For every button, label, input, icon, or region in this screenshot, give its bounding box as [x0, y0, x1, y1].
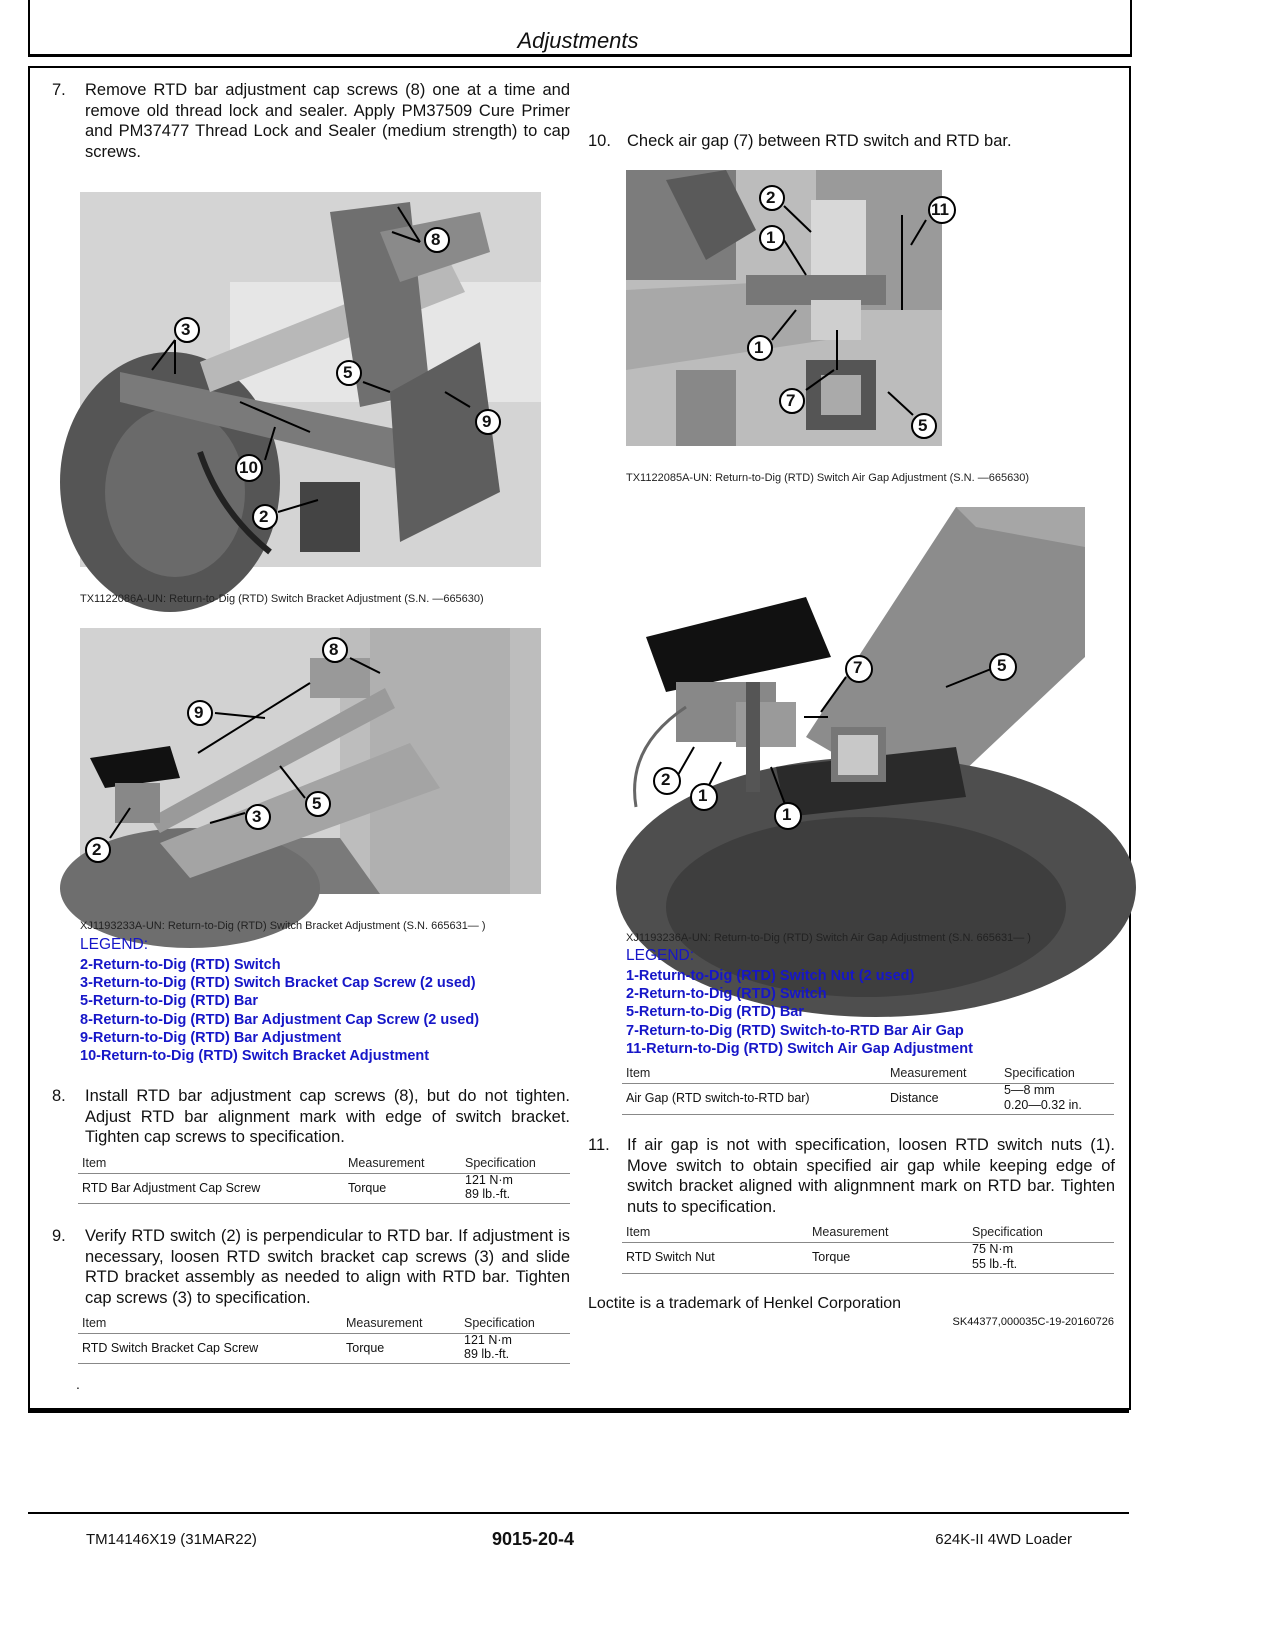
- divider: [28, 1410, 1129, 1413]
- spec-table-cap-screw: Item Measurement Specification RTD Bar Adjustment Cap Screw Torque 121 N·m 89 lb.-ft.: [78, 1156, 570, 1206]
- step-9: [52, 1226, 570, 1310]
- divider: [28, 1512, 1129, 1514]
- callout-label: 11: [931, 200, 949, 219]
- step-7: [52, 80, 570, 164]
- figure-air-gap-old: [626, 170, 949, 446]
- legend-heading: LEGEND:: [80, 936, 149, 953]
- page-title: Adjustments: [517, 28, 639, 53]
- figure-rtd-bracket-old: [80, 192, 541, 567]
- callout-label: 5: [997, 656, 1007, 675]
- callout-label: 7: [853, 658, 863, 677]
- callout-label: 1: [766, 228, 776, 247]
- spec-table-bracket-cap-screw: Item Measurement Specification RTD Switch Bracket Cap Screw Torque 121 N·m 89 lb.-ft.: [78, 1316, 570, 1366]
- spec-table-air-gap: Item Measurement Specification Air Gap (RTD switch-to-RTD bar) Distance 5—8 mm 0.20—0.32 in.: [622, 1066, 1114, 1116]
- legend-item: 8-Return-to-Dig (RTD) Bar Adjustment Cap Screw (2 used): [80, 1011, 480, 1028]
- legend-heading: LEGEND:: [626, 947, 695, 964]
- callout-label: 10: [239, 458, 258, 477]
- figure-air-gap-new: [626, 507, 1085, 905]
- step-number: 10.: [588, 132, 611, 150]
- callout-label: 5: [343, 363, 353, 382]
- step-11: [588, 1135, 1116, 1219]
- callout-label: 5: [312, 794, 322, 813]
- footer-manual-id: TM14146X19 (31MAR22): [86, 1531, 257, 1548]
- callout-label: 2: [259, 507, 269, 526]
- figure-caption: TX1122086A-UN: Return-to-Dig (RTD) Switch Bracket Adjustment (S.N. —665630): [80, 593, 484, 605]
- stray-mark: .: [76, 1376, 80, 1392]
- document-code: SK44377,000035C-19-20160726: [952, 1316, 1114, 1328]
- callout-label: 2: [661, 770, 671, 789]
- step-number: 9.: [52, 1227, 66, 1245]
- figure-rtd-bracket-new: [80, 628, 541, 894]
- callout-label: 1: [698, 786, 708, 805]
- legend-item: 10-Return-to-Dig (RTD) Switch Bracket Adjustment: [80, 1048, 430, 1065]
- legend-item: 2-Return-to-Dig (RTD) Switch: [626, 986, 827, 1003]
- footer-page-number: 9015-20-4: [492, 1529, 575, 1549]
- step-text: Check air gap (7) between RTD switch and RTD bar.: [627, 132, 1012, 150]
- callout-label: 1: [754, 338, 764, 357]
- legend-item: 7-Return-to-Dig (RTD) Switch-to-RTD Bar Air Gap: [626, 1022, 964, 1039]
- legend-list: [80, 956, 580, 1065]
- callout-label: 5: [918, 416, 928, 435]
- legend-item: 5-Return-to-Dig (RTD) Bar: [80, 993, 259, 1010]
- legend-item: 3-Return-to-Dig (RTD) Switch Bracket Cap Screw (2 used): [80, 975, 476, 992]
- legend-item: 11-Return-to-Dig (RTD) Switch Air Gap Adjustment: [626, 1040, 973, 1057]
- callout-label: 8: [431, 230, 441, 249]
- step-number: 11.: [588, 1136, 610, 1154]
- figure-caption: XJ1193233A-UN: Return-to-Dig (RTD) Switch Bracket Adjustment (S.N. 665631— ): [80, 920, 486, 932]
- figure-caption: XJ1193236A-UN: Return-to-Dig (RTD) Switch Air Gap Adjustment (S.N. 665631— ): [626, 932, 1031, 944]
- step-text: Install RTD bar adjustment cap screws (8), but do not tighten. Adjust RTD bar alignment mark with edge of switch bracket. Tighten cap screws to specification.: [85, 1087, 570, 1146]
- legend-list: [626, 967, 1116, 1058]
- step-text: Verify RTD switch (2) is perpendicular to RTD bar. If adjustment is necessary, loosen RTD switch bracket cap screws (3) and slide RTD bracket assembly as needed to align with RTD bar. Tighten cap screws (3) to specification.: [85, 1227, 570, 1307]
- step-text: If air gap is not with specification, loosen RTD switch nuts (1). Move switch to obtain specified air gap while keeping edge of switch bracket aligned with alignmnent mark on RTD bar. Tighten nuts to specification.: [627, 1136, 1115, 1216]
- callout-label: 7: [786, 391, 796, 410]
- step-number: 8.: [52, 1087, 66, 1105]
- legend-item: 9-Return-to-Dig (RTD) Bar Adjustment: [80, 1029, 342, 1046]
- legend-item: 1-Return-to-Dig (RTD) Switch Nut (2 used): [626, 968, 915, 984]
- legend-item: 5-Return-to-Dig (RTD) Bar: [626, 1004, 805, 1021]
- step-8: [52, 1086, 570, 1150]
- callout-label: 3: [181, 320, 191, 339]
- spec-table-switch-nut: Item Measurement Specification RTD Switch Nut Torque 75 N·m 55 lb.-ft.: [622, 1225, 1114, 1275]
- callout-label: 9: [194, 703, 204, 722]
- callout-label: 1: [782, 805, 792, 824]
- callout-label: 9: [482, 412, 492, 431]
- footer-model: 624K-II 4WD Loader: [935, 1531, 1072, 1548]
- step-10: [588, 131, 1118, 153]
- callout-label: 2: [766, 188, 776, 207]
- legend-item: 2-Return-to-Dig (RTD) Switch: [80, 957, 281, 973]
- callout-label: 8: [329, 640, 339, 659]
- callout-label: 2: [92, 840, 102, 859]
- figure-caption: TX1122085A-UN: Return-to-Dig (RTD) Switch Air Gap Adjustment (S.N. —665630): [626, 472, 1030, 484]
- callout-label: 3: [252, 807, 262, 826]
- step-number: 7.: [52, 81, 66, 99]
- trademark-note: Loctite is a trademark of Henkel Corporation: [588, 1295, 902, 1312]
- step-text: Remove RTD bar adjustment cap screws (8) one at a time and remove old thread lock and sealer. Apply PM37509 Cure Primer and PM37477 Thread Lock and Sealer (medium strength) to cap screws.: [85, 81, 570, 161]
